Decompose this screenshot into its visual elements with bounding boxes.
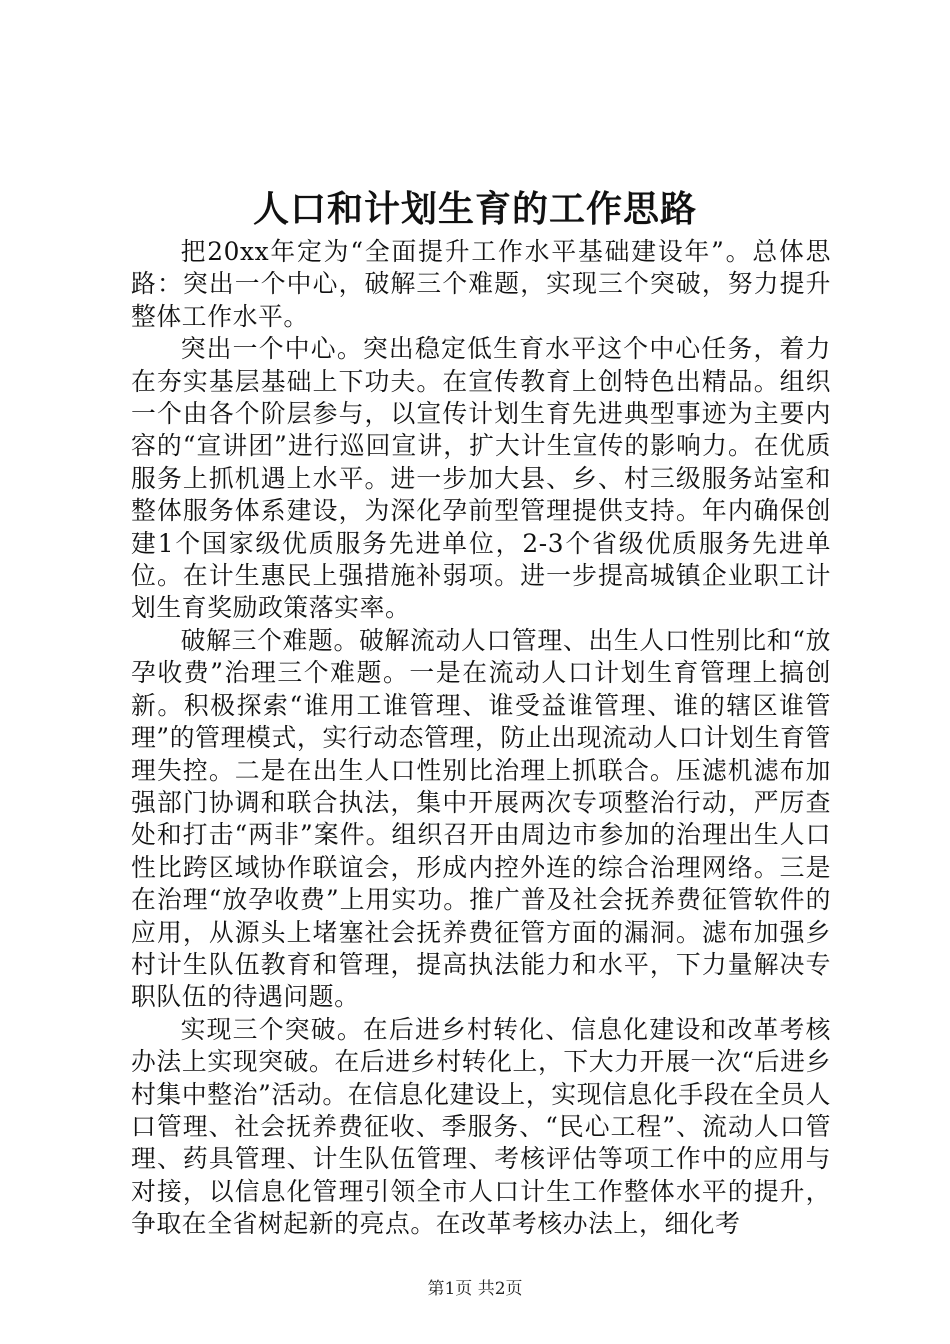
paragraph-three-problems: 破解三个难题。破解流动人口管理、出生人口性别比和“放孕收费”治理三个难题。一是在流动人口计划生育管理上搞创新。积极探索“谁用工谁管理、谁受益谁管理、谁的辖区谁管理”的管理模式，实行动态管理，防止出现流动人口计划生育管理失控。二是在出生人口性别比治理上抓联合。压滤机滤布加强部门协调和联合执法，集中开展两次专项整治行动，严厉查处和打击“两非”案件。组织召开由周边市参加的治理出生人口性比跨区域协作联谊会，形成内控外连的综合治理网络。三是在治理“放孕收费”上用实功。推广普及社会抚养费征管软件的应用，从源头上堵塞社会抚养费征管方面的漏洞。滤布加强乡村计生队伍教育和管理，提高执法能力和水平，下力量解决专职队伍的待遇问题。 <box>131 625 831 1012</box>
document-title: 人口和计划生育的工作思路 <box>252 188 697 230</box>
paragraph-three-breakthroughs: 实现三个突破。在后进乡村转化、信息化建设和改革考核办法上实现突破。在后进乡村转化上，下大力开展一次“后进乡村集中整治”活动。在信息化建设上，实现信息化手段在全员人口管理、社会抚养费征收、季服务、“民心工程”、流动人口管理、药具管理、计生队伍管理、考核评估等项工作中的应用与对接，以信息化管理引领全市人口计生工作整体水平的提升，争取在全省树起新的亮点。在改革考核办法上，细化考 <box>131 1014 831 1239</box>
page-footer: 第1页 共2页 <box>427 1279 523 1299</box>
paragraph-overview: 把20xx年定为“全面提升工作水平基础建设年”。总体思路：突出一个中心，破解三个难题，实现三个突破，努力提升整体工作水平。 <box>131 237 831 331</box>
document-body <box>131 236 831 1241</box>
paragraph-one-center: 突出一个中心。突出稳定低生育水平这个中心任务，着力在夯实基层基础上下功夫。在宣传教育上创特色出精品。组织一个由各个阶层参与，以宣传计划生育先进典型事迹为主要内容的“宣讲团”进行巡回宣讲，扩大计生宣传的影响力。在优质服务上抓机遇上水平。进一步加大县、乡、村三级服务站室和整体服务体系建设，为深化孕前型管理提供支持。年内确保创建1个国家级优质服务先进单位，2-3个省级优质服务先进单位。在计生惠民上强措施补弱项。进一步提高城镇企业职工计划生育奖励政策落实率。 <box>131 334 831 623</box>
